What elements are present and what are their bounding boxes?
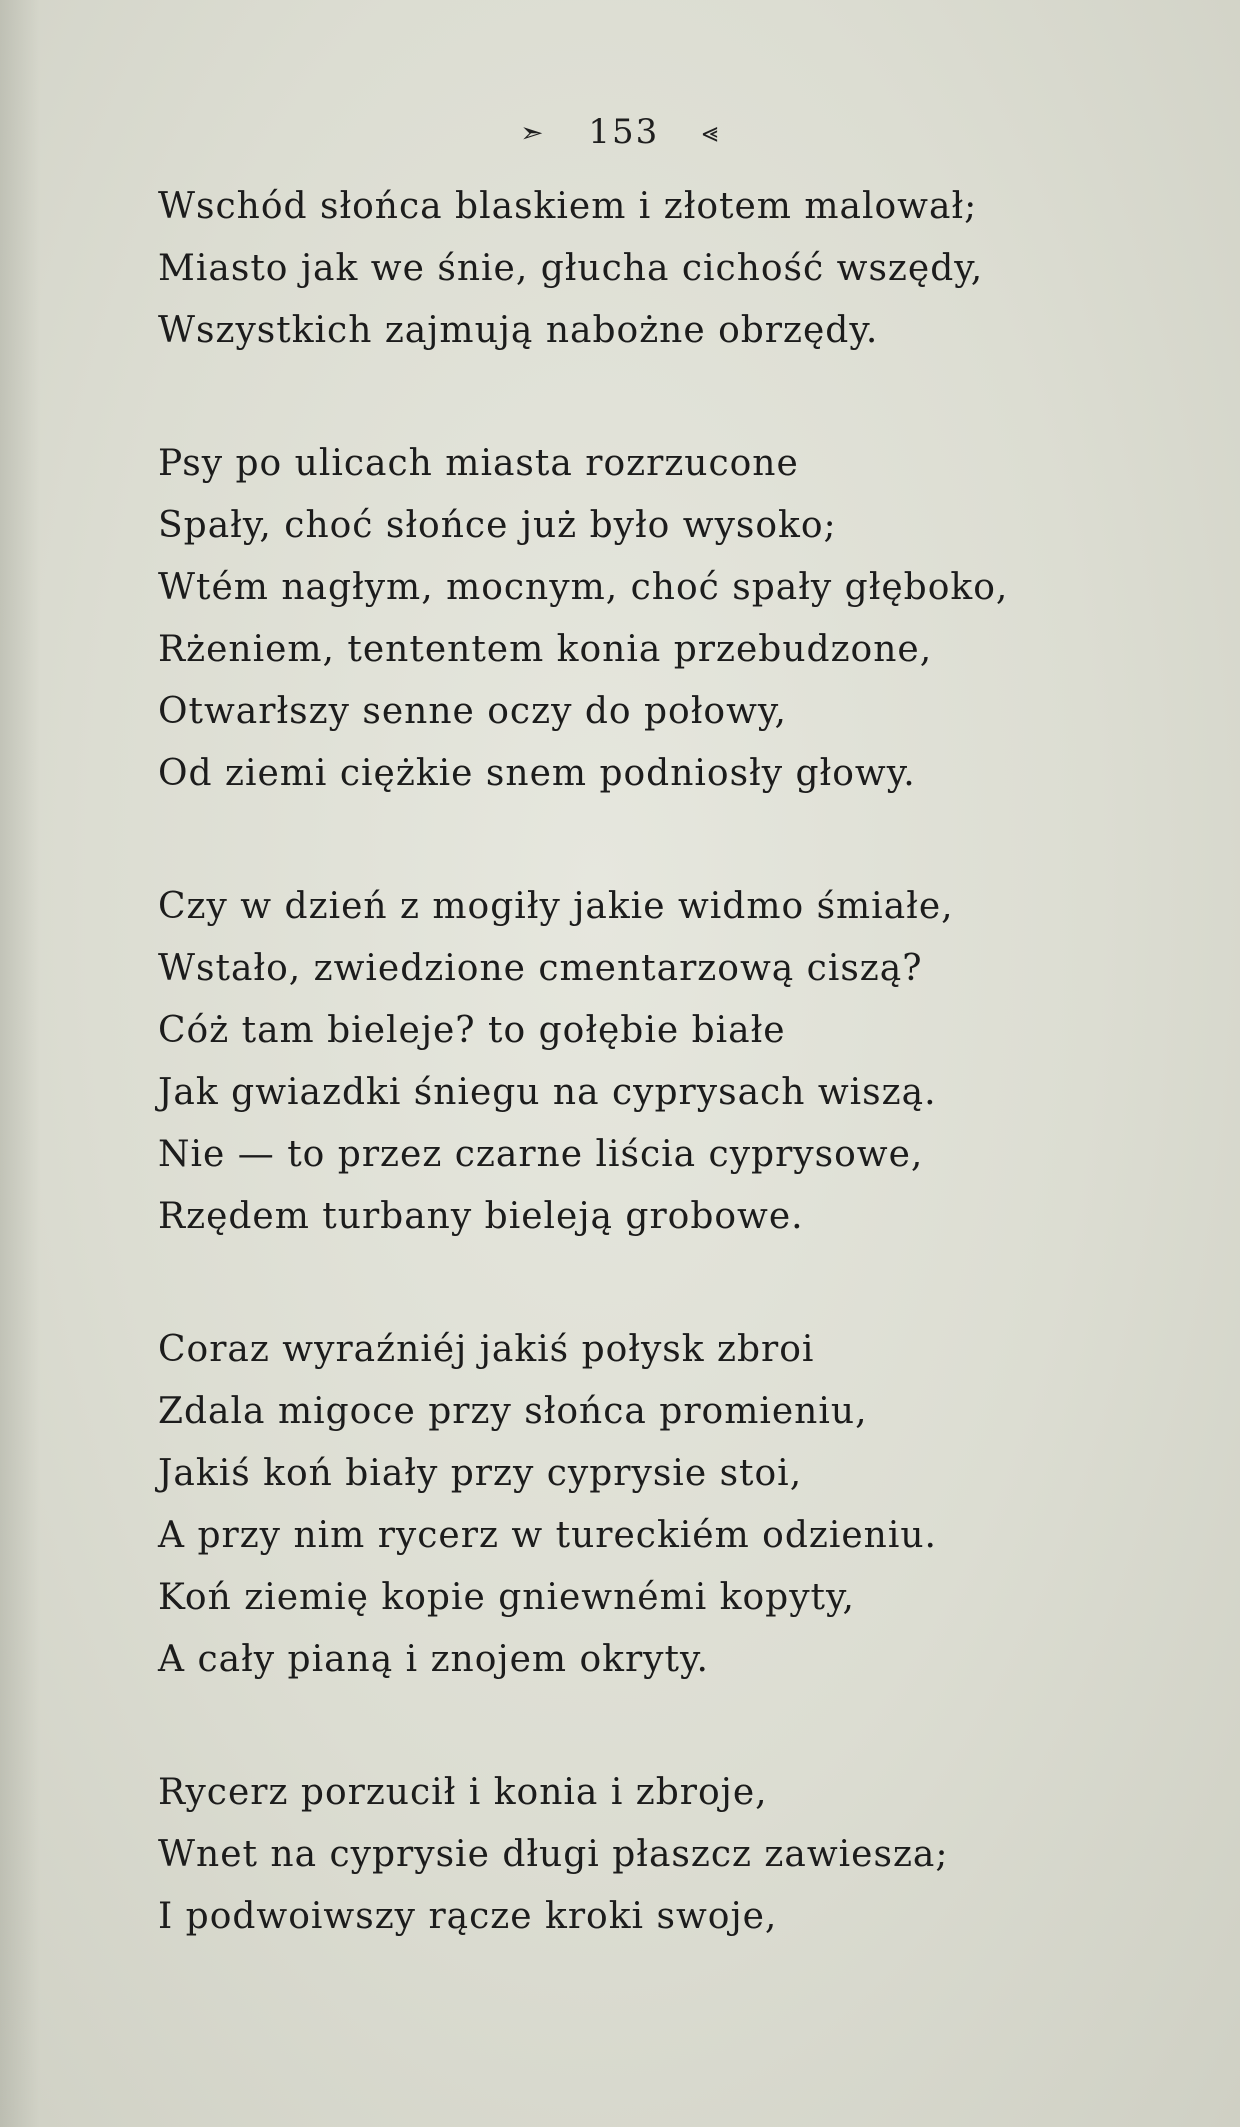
verse-line: Koń ziemię kopie gniewnémi kopyty, (158, 1577, 855, 1618)
verse-line: Czy w dzień z mogiły jakie widmo śmiałe, (158, 886, 954, 927)
verse-line: A cały pianą i znojem okryty. (158, 1639, 709, 1680)
verse-line: Cóż tam bieleje? to gołębie białe (158, 1010, 786, 1051)
verse-line: Wschód słońca blaskiem i złotem malował; (158, 186, 978, 227)
verse-line: Wnet na cyprysie długi płaszcz zawiesza; (158, 1834, 949, 1875)
verse-line: Coraz wyraźniéj jakiś połysk zbroi (158, 1329, 815, 1370)
verse-line: Od ziemi ciężkie snem podniosły głowy. (158, 753, 916, 794)
running-head (0, 110, 1240, 152)
verse-line: Nie — to przez czarne liścia cyprysowe, (158, 1134, 924, 1175)
verse-line: Wtém nagłym, mocnym, choć spały głęboko, (158, 567, 1009, 608)
verse-line: Spały, choć słońce już było wysoko; (158, 505, 837, 546)
stanza-1 (158, 176, 1108, 362)
verse-line: Psy po ulicach miasta rozrzucone (158, 443, 799, 484)
gutter-shadow (0, 0, 40, 2127)
poem-text (158, 176, 1108, 2019)
stanza-5 (158, 1762, 1108, 1948)
page-number: 153 (588, 112, 660, 152)
stanza-4 (158, 1319, 1108, 1691)
verse-line: Otwarłszy senne oczy do połowy, (158, 691, 787, 732)
verse-line: Zdala migoce przy słońca promieniu, (158, 1391, 868, 1432)
ornament-right-icon: ⪡ (702, 115, 720, 148)
verse-line: I podwoiwszy rącze kroki swoje, (158, 1896, 778, 1937)
verse-line: Rycerz porzucił i konia i zbroje, (158, 1772, 768, 1813)
verse-line: Miasto jak we śnie, głucha cichość wszędy, (158, 248, 984, 289)
stanza-3 (158, 876, 1108, 1248)
verse-line: Jakiś koń biały przy cyprysie stoi, (158, 1453, 803, 1494)
ornament-left-icon: ➣ (520, 115, 546, 149)
verse-line: Wszystkich zajmują nabożne obrzędy. (158, 310, 879, 351)
verse-line: Jak gwiazdki śniegu na cyprysach wiszą. (158, 1072, 937, 1113)
verse-line: Rzędem turbany bieleją grobowe. (158, 1196, 804, 1237)
verse-line: Wstało, zwiedzione cmentarzową ciszą? (158, 948, 923, 989)
stanza-2 (158, 433, 1108, 805)
verse-line: A przy nim rycerz w tureckiém odzieniu. (158, 1515, 937, 1556)
verse-line: Rżeniem, tententem konia przebudzone, (158, 629, 933, 670)
